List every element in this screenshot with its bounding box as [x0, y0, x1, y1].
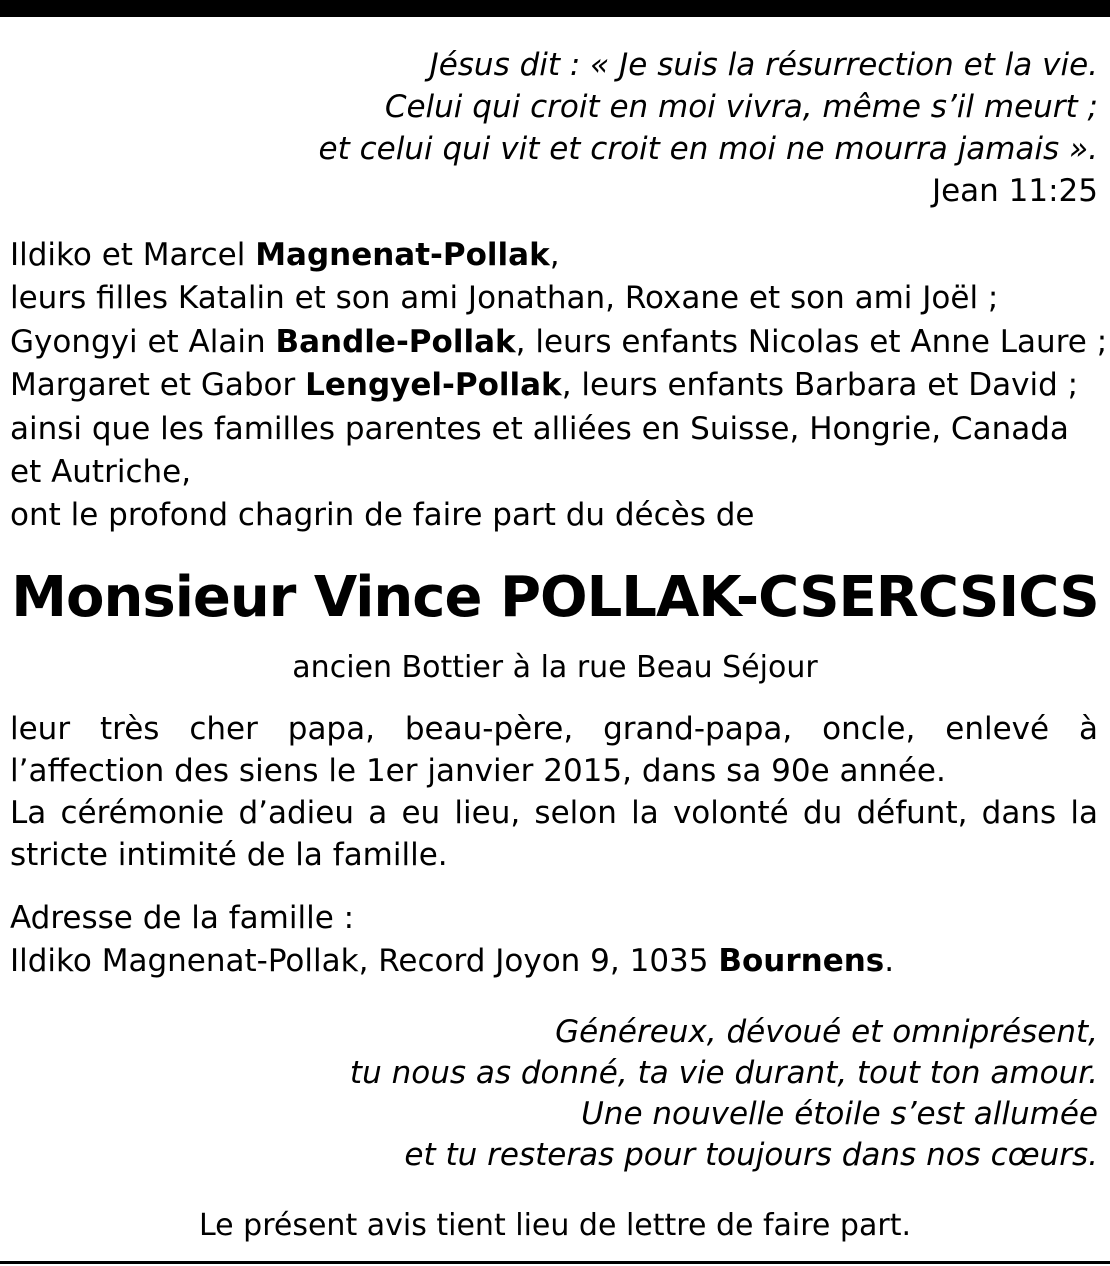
memorial-poem [10, 1012, 1098, 1176]
address-line [10, 940, 1098, 983]
family-text: , leurs enfants Barbara et David ; [561, 367, 1079, 404]
poem-line: Généreux, dévoué et omniprésent, [555, 1014, 1098, 1050]
bottom-rule [0, 1261, 1110, 1264]
closing-note: Le présent avis tient lieu de lettre de faire part. [198, 1208, 911, 1243]
family-surname: Magnenat-Pollak [255, 237, 550, 273]
bible-quote [10, 44, 1098, 212]
top-rule [0, 0, 1110, 17]
body-paragraph: La cérémonie d’adieu a eu lieu, selon la volonté du défunt, dans la stricte intimité de la famille. [10, 795, 1098, 873]
poem-line: et tu resteras pour toujours dans nos cœurs. [404, 1137, 1098, 1173]
quote-line: Jésus dit : « Je suis la résurrection et la vie. [429, 47, 1098, 83]
family-surname: Lengyel-Pollak [305, 367, 562, 404]
deceased-name: Monsieur Vince POLLAK-CSERCSICS [11, 565, 1099, 630]
quote-line: et celui qui vit et croit en moi ne mourra jamais ». [318, 131, 1098, 167]
family-announcement [10, 234, 1108, 538]
poem-line: Une nouvelle étoile s’est allumée [581, 1096, 1098, 1132]
family-line [10, 321, 1108, 364]
family-line: leurs filles Katalin et son ami Jonathan, Roxane et son ami Joël ; [10, 280, 999, 317]
family-surname: Bandle-Pollak [275, 323, 516, 360]
announcement-body [10, 708, 1098, 876]
family-line [10, 234, 1098, 277]
family-line [10, 364, 1098, 407]
family-address [10, 897, 1098, 983]
address-town: Bournens [718, 943, 885, 979]
address-text: . [884, 943, 895, 979]
family-line: et Autriche, [10, 454, 192, 491]
family-line: ainsi que les familles parentes et alliées en Suisse, Hongrie, Canada [10, 410, 1069, 447]
address-label: Adresse de la famille : [10, 900, 355, 936]
family-text: , leurs enfants Nicolas et Anne Laure ; [515, 323, 1108, 360]
body-paragraph: leur très cher papa, beau-père, grand-papa, oncle, enlevé à l’affection des siens le 1er janvier 2015, dans sa 90e année. [10, 711, 1098, 789]
family-text: Gyongyi et Alain [10, 323, 276, 360]
deceased-subtitle: ancien Bottier à la rue Beau Séjour [292, 650, 818, 685]
family-text: Margaret et Gabor [10, 367, 306, 404]
family-line: ont le profond chagrin de faire part du décès de [10, 497, 755, 534]
quote-line: Celui qui croit en moi vivra, même s’il meurt ; [384, 89, 1098, 125]
address-text: Ildiko Magnenat-Pollak, Record Joyon 9, 1035 [10, 943, 719, 979]
quote-reference: Jean 11:25 [931, 173, 1098, 209]
poem-line: tu nous as donné, ta vie durant, tout ton amour. [349, 1055, 1098, 1091]
family-text: Ildiko et Marcel [10, 237, 256, 273]
family-text: , [549, 237, 560, 273]
